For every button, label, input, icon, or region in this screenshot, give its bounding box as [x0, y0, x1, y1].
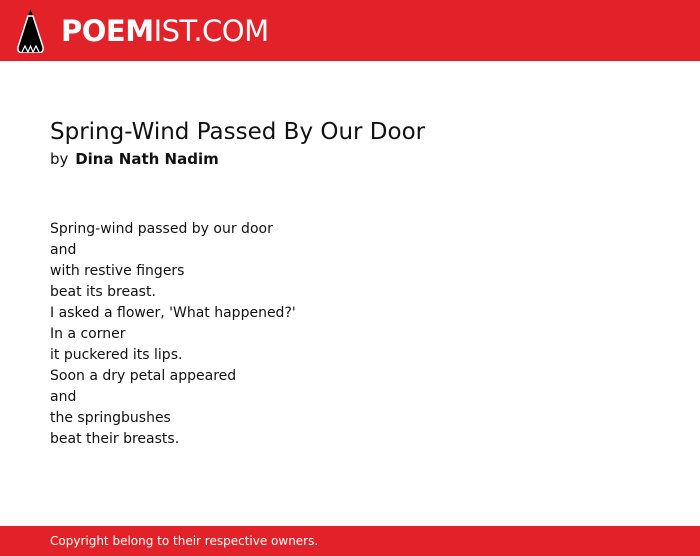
- byline: [50, 149, 650, 169]
- site-header: [0, 0, 700, 61]
- poem-line: In a corner: [50, 326, 126, 342]
- poem-body: [50, 219, 296, 450]
- poem-line: beat its breast.: [50, 284, 156, 300]
- byline-prefix: by: [50, 150, 69, 168]
- poem-line: I asked a flower, 'What happened?': [50, 305, 296, 321]
- site-logo-link[interactable]: [17, 9, 269, 53]
- poem-line: it puckered its lips.: [50, 347, 183, 363]
- poem-line: and: [50, 242, 77, 258]
- author-link[interactable]: Dina Nath Nadim: [75, 150, 219, 168]
- poem-title: Spring-Wind Passed By Our Door: [50, 119, 426, 145]
- poem-line: Soon a dry petal appeared: [50, 368, 237, 384]
- poem-line: beat their breasts.: [50, 431, 180, 447]
- site-footer: [0, 526, 700, 556]
- poem-header: [50, 116, 650, 169]
- poem-line: with restive fingers: [50, 263, 185, 279]
- poem-line: the springbushes: [50, 410, 171, 426]
- logo-text-light: IST.COM: [153, 14, 269, 48]
- poem-line: Spring-wind passed by our door: [50, 221, 273, 237]
- pencil-icon: [17, 9, 44, 53]
- logo-text-bold: POEM: [61, 14, 154, 48]
- site-logo-text: [61, 9, 269, 53]
- copyright-text: Copyright belong to their respective owners.: [50, 534, 319, 548]
- poem-line: and: [50, 389, 77, 405]
